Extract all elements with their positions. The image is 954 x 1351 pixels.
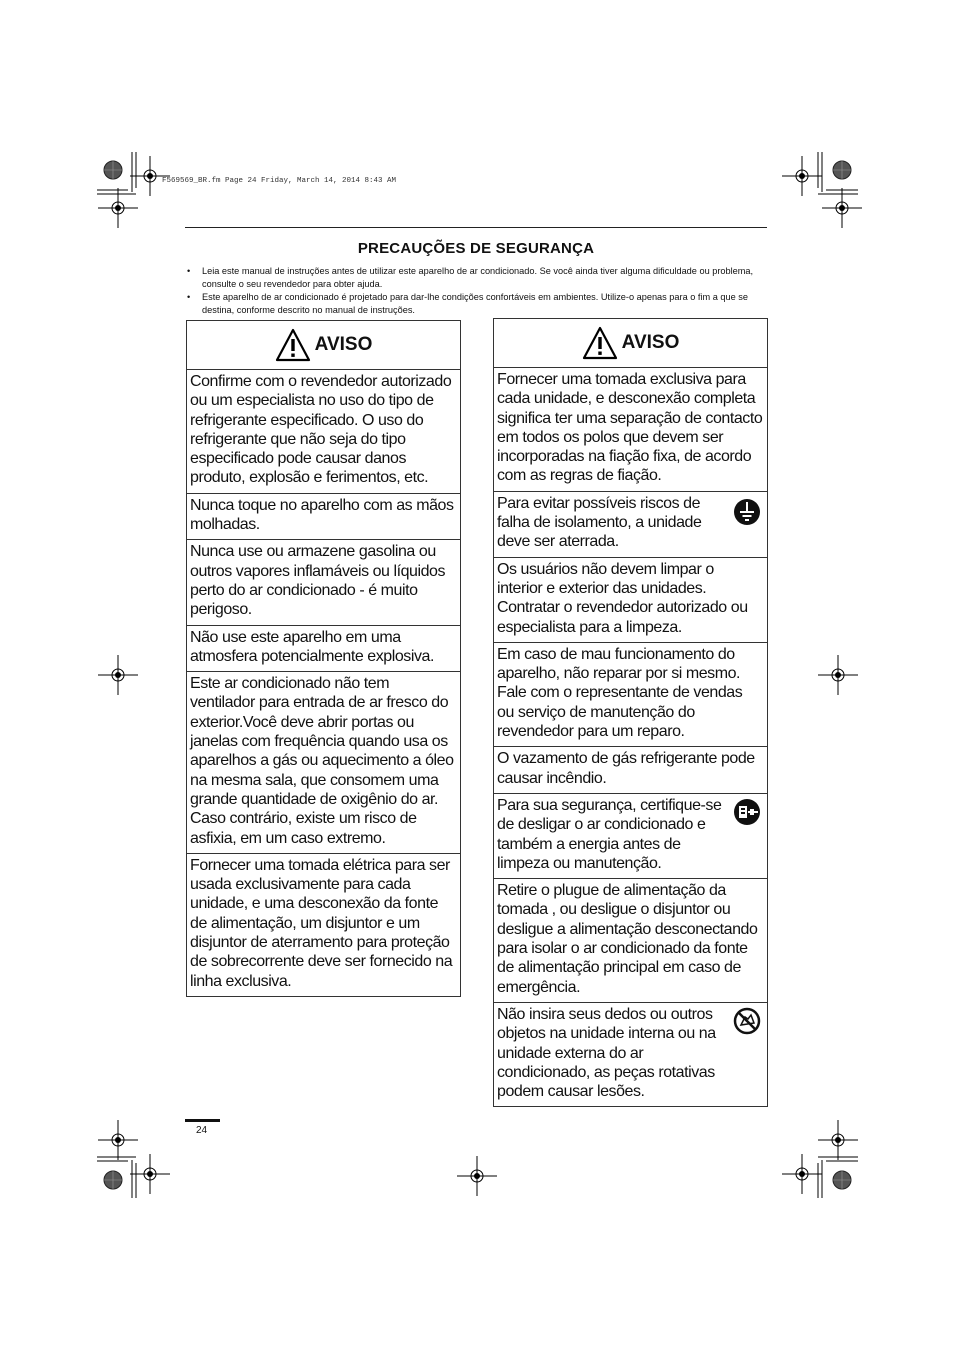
aviso-label: AVISO — [314, 334, 373, 355]
intro-text: Leia este manual de instruções antes de utilizar este aparelho de ar condicionado. Se você ainda tiver alguma dificuldade ou problema, consulte o seu revendedor para obter ajuda. — [202, 266, 754, 289]
aviso-header — [187, 321, 460, 370]
warning-item: O vazamento de gás refrigerante pode causar incêndio. — [494, 747, 767, 794]
warning-item: Os usuários não devem limpar o interior e exterior das unidades. Contratar o revendedor autorizado ou especialista para a limpeza. — [494, 558, 767, 643]
warning-item: Para sua segurança, certifique-se de desligar o ar condicionado e também a energia antes de limpeza ou manutenção. — [494, 794, 767, 879]
warning-panel-right — [493, 318, 768, 1107]
page-number: 24 — [196, 1125, 208, 1136]
intro-item: • Este aparelho de ar condicionado é projetado para dar-lhe condições confortáveis em ambientes. Utilize-o apenas para o fim a que se destina, conforme descrito no manual de instruções. — [185, 291, 767, 317]
warning-panel-left — [186, 320, 461, 997]
warning-item: Não use este aparelho em uma atmosfera potencialmente explosiva. — [187, 626, 460, 673]
top-rule — [185, 227, 767, 228]
warning-item: Em caso de mau funcionamento do aparelho, não reparar por si mesmo. Fale com o representante de vendas ou serviço de manutenção do revendedor para um reparo. — [494, 643, 767, 747]
warning-item: Confirme com o revendedor autorizado ou um especialista no uso do tipo de refrigerante especificado. O uso do refrigerante que não seja do tipo especificado pode causar danos produto, explosão e ferimentos, etc. — [187, 370, 460, 494]
file-info: F569569_BR.fm Page 24 Friday, March 14, 2014 8:43 AM — [162, 177, 397, 185]
warning-item: Fornecer uma tomada exclusiva para cada unidade, e desconexão completa significa ter uma separação de contacto em todos os polos que devem ser incorporadas na fiação fixa, de acordo com as regras de fiação. — [494, 368, 767, 492]
warning-item: Este ar condicionado não tem ventilador para entrada de ar fresco do exterior.Você deve abrir portas ou janelas com frequência quando usa os aparelhos a gás ou aquecimento a óleo na mesma sala, que consomem uma grande quantidade de oxigênio do ar. Caso contrário, existe um risco de asfixia, em um caso extremo. — [187, 672, 460, 854]
page-number-rule — [185, 1119, 220, 1122]
aviso-label: AVISO — [621, 332, 680, 353]
warning-item: Para evitar possíveis riscos de falha de isolamento, a unidade deve ser aterrada. — [494, 492, 767, 558]
intro-text: Este aparelho de ar condicionado é projetado para dar-lhe condições confortáveis em ambientes. Utilize-o apenas para o fim a que se destina, conforme descrito no manual de instruções. — [202, 292, 748, 315]
warning-item: Retire o plugue de alimentação da tomada , ou desligue o disjuntor ou desligue a alimentação desconectando para isolar o ar condicionado da fonte de alimentação principal em caso de emergência. — [494, 879, 767, 1003]
intro-item: • Leia este manual de instruções antes de utilizar este aparelho de ar condicionado. Se você ainda tiver alguma dificuldade ou problema, consulte o seu revendedor para obter ajuda. — [185, 265, 767, 291]
warning-triangle-icon — [275, 328, 311, 362]
ground-icon — [733, 498, 761, 526]
no-fingers-icon — [733, 1007, 761, 1035]
unplug-icon — [733, 798, 761, 826]
aviso-header — [494, 319, 767, 368]
warning-item: Nunca toque no aparelho com as mãos molhadas. — [187, 494, 460, 541]
warning-item: Fornecer uma tomada elétrica para ser usada exclusivamente para cada unidade, e uma desconexão da fonte de alimentação, um disjuntor e um disjuntor de aterramento para proteção de sobrecorrente deve ser fornecido na linha exclusiva. — [190, 856, 453, 990]
warning-item: Não insira seus dedos ou outros objetos na unidade interna ou na unidade externa do ar condicionado, as peças rotativas podem causar lesões. — [494, 1003, 767, 1106]
warning-triangle-icon — [582, 326, 618, 360]
warning-item: Nunca use ou armazene gasolina ou outros vapores inflamáveis ou líquidos perto do ar condicionado - é muito perigoso. — [187, 540, 460, 625]
page-title: PRECAUÇÕES DE SEGURANÇA — [357, 240, 595, 257]
